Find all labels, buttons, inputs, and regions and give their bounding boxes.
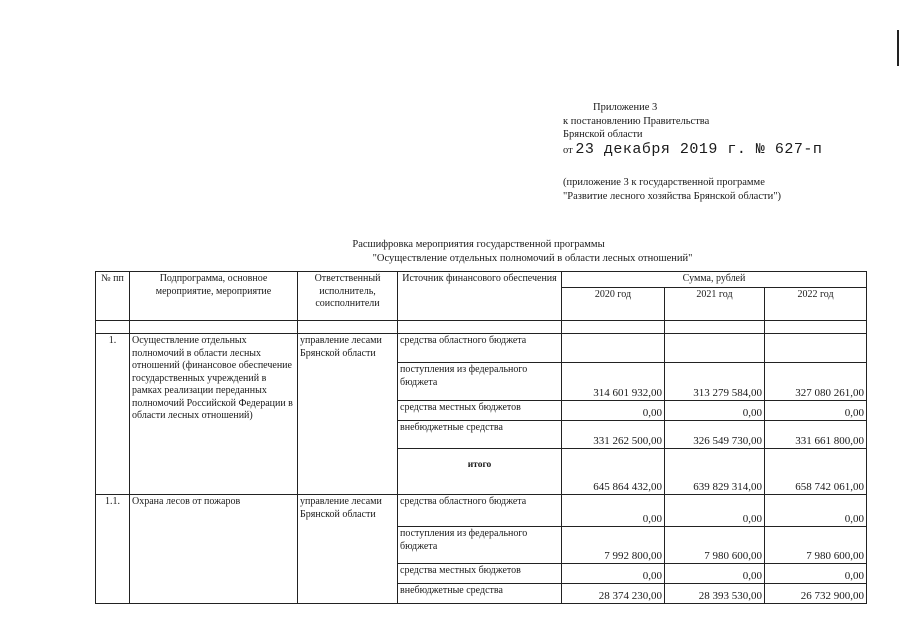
header-year-2022: 2022 год [765,288,867,321]
total-label: итого [398,449,562,495]
header-year-2021: 2021 год [665,288,765,321]
table-row [96,495,867,527]
amount-2020: 28 374 230,00 [562,584,665,604]
amount-2021: 28 393 530,00 [665,584,765,604]
row-number: 1.1. [96,495,130,604]
appendix-title: Приложение 3 [593,102,658,113]
amount-2021: 0,00 [665,495,765,527]
header-subprogram: Подпрограмма, основное мероприятие, мероприятие [130,272,298,321]
header-num: № пп [96,272,130,321]
amount-2020: 331 262 500,00 [562,421,665,449]
amount-2020: 0,00 [562,401,665,421]
spacer-row [96,321,867,334]
funding-source: средства областного бюджета [398,334,562,363]
amount-2022: 331 661 800,00 [765,421,867,449]
amount-2021: 313 279 584,00 [665,363,765,401]
header-year-2020: 2020 год [562,288,665,321]
funding-source: средства местных бюджетов [398,401,562,421]
page-edge-mark [897,30,899,66]
header-row-1 [96,272,867,288]
amount-2022: 0,00 [765,495,867,527]
amount-2022: 327 080 261,00 [765,363,867,401]
document-title [0,238,905,266]
responsible-executor: управление лесами Брянской области [298,334,398,495]
amount-2020: 0,00 [562,564,665,584]
amount-2020: 314 601 932,00 [562,363,665,401]
amount-2022 [765,334,867,363]
date-prefix: от [563,144,573,156]
amount-2021: 7 980 600,00 [665,527,765,564]
title-line2: "Осуществление отдельных полномочий в области лесных отношений" [372,253,693,264]
total-2022: 658 742 061,00 [765,449,867,495]
appendix-date-line [563,140,823,158]
funding-source: внебюджетные средства [398,584,562,604]
funding-source: поступления из федерального бюджета [398,363,562,401]
amount-2021: 0,00 [665,401,765,421]
amount-2022: 26 732 900,00 [765,584,867,604]
row-number: 1. [96,334,130,495]
amount-2020 [562,334,665,363]
decree-date-number: 23 декабря 2019 г. № 627-п [575,140,823,158]
funding-source: средства областного бюджета [398,495,562,527]
title-line1: Расшифровка мероприятия государственной программы [352,239,605,250]
program-ref-line2: "Развитие лесного хозяйства Брянской области") [563,190,781,202]
program-reference [563,176,781,203]
amount-2020: 0,00 [562,495,665,527]
amount-2020: 7 992 800,00 [562,527,665,564]
measure-name: Охрана лесов от пожаров [130,495,298,604]
header-source: Источник финансового обеспечения [398,272,562,321]
measure-name: Осуществление отдельных полномочий в области лесных отношений (финансовое обеспечение государственных учреждений в рамках реализации переданных полномочий Российской Федерации в области лесных отношений) [130,334,298,495]
appendix-block [563,101,822,157]
total-2020: 645 864 432,00 [562,449,665,495]
responsible-executor: управление лесами Брянской области [298,495,398,604]
funding-source: поступления из федерального бюджета [398,527,562,564]
amount-2021 [665,334,765,363]
amount-2021: 0,00 [665,564,765,584]
table-row [96,334,867,363]
funding-source: внебюджетные средства [398,421,562,449]
appendix-line2: к постановлению Правительства [563,115,710,127]
total-2021: 639 829 314,00 [665,449,765,495]
appendix-line3: Брянской области [563,129,643,140]
header-sum: Сумма, рублей [562,272,867,288]
amount-2022: 0,00 [765,401,867,421]
funding-table [95,271,867,604]
amount-2022: 7 980 600,00 [765,527,867,564]
header-responsible: Ответственный исполнитель, соисполнители [298,272,398,321]
funding-source: средства местных бюджетов [398,564,562,584]
amount-2021: 326 549 730,00 [665,421,765,449]
program-ref-line1: (приложение 3 к государственной программе [563,177,765,188]
amount-2022: 0,00 [765,564,867,584]
